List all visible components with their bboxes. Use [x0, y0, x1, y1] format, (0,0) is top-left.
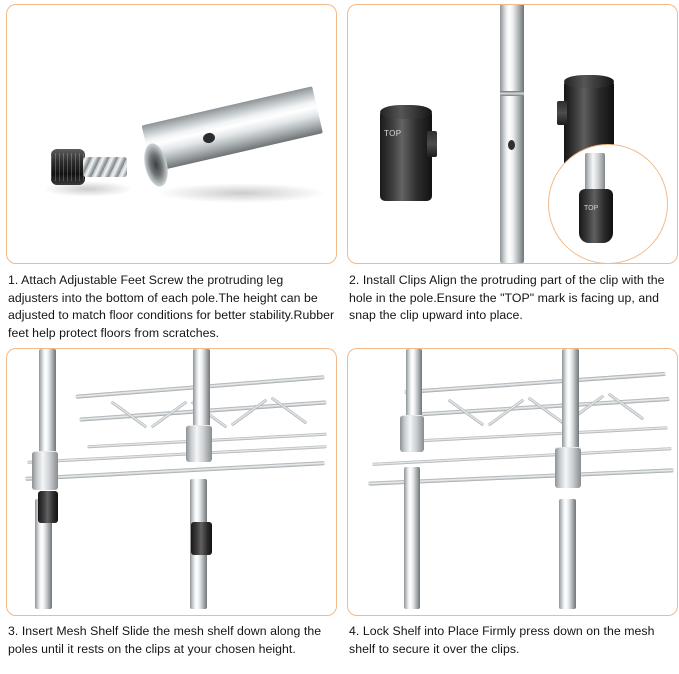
step-1-caption: 1. Attach Adjustable Feet Screw the protruding leg adjusters into the bottom of each pole.The height can be adjusted to match floor conditions for better stability.Rubber feet help protect floors from scratches.: [8, 273, 335, 340]
clip-right-tab: [557, 101, 567, 125]
clip-left-tab: [427, 131, 437, 157]
step-2-caption: 2. Install Clips Align the protruding part of the clip with the hole in the pole.Ensure the "TOP" mark is facing up, and snap the clip upward into place.: [349, 273, 665, 322]
wire-shelf-assembly: [348, 349, 677, 615]
figure-clip-installation: [347, 4, 678, 264]
rubber-foot-ridges-icon: [51, 153, 85, 181]
steps-grid: [6, 4, 673, 658]
screw-thread: [83, 157, 127, 177]
figure-leg-adjuster-and-pole: [6, 4, 337, 264]
pole-hole: [508, 140, 515, 150]
pole-front-lower: [559, 499, 576, 609]
clip-sleeve-front: [555, 447, 581, 488]
pole-shadow: [157, 183, 327, 203]
step-4-caption: 4. Lock Shelf into Place Firmly press down on the mesh shelf to secure it over the clips.: [349, 624, 655, 656]
shelf-brace: [607, 392, 644, 420]
shelf-wire: [27, 445, 327, 464]
rubber-foot-left: [38, 491, 58, 523]
pole-seam: [500, 91, 524, 96]
clip-left-top-rim: [380, 105, 432, 119]
step-3: [6, 348, 337, 658]
clip-left-half: [380, 109, 432, 201]
pole-tube: [142, 86, 323, 172]
clip-sleeve-left: [32, 451, 58, 490]
step-3-caption: 3. Insert Mesh Shelf Slide the mesh shelf down along the poles until it rests on the clips at your chosen height.: [8, 624, 322, 656]
clip-top-mark-left: TOP: [384, 129, 402, 138]
step-4: [347, 348, 678, 658]
step-1: [6, 4, 337, 342]
pole-front-upper: [562, 349, 579, 461]
shelf-brace: [230, 398, 267, 426]
shelf-edge-rear: [404, 372, 666, 394]
shelf-brace: [527, 396, 564, 424]
clip-right-top-rim: [564, 75, 614, 88]
pole-rear-lower: [404, 467, 420, 609]
pole: [500, 4, 524, 263]
pole-front-left-upper: [39, 349, 56, 467]
inset-top-mark: TOP: [584, 205, 599, 212]
rubber-foot-rear: [191, 522, 212, 555]
wire-shelf-assembly: [7, 349, 336, 615]
clip-sleeve-rear: [400, 415, 424, 452]
shelf-brace: [270, 396, 307, 424]
detail-inset: [548, 144, 668, 264]
figure-insert-mesh-shelf: [6, 348, 337, 616]
clip-sleeve-rear: [186, 425, 212, 462]
inset-clip-assembled: [579, 189, 613, 243]
step-2: [347, 4, 678, 342]
shelf-edge-front: [25, 461, 325, 481]
shelf-wire: [412, 426, 668, 442]
shelf-brace: [487, 398, 524, 426]
figure-lock-shelf: [347, 348, 678, 616]
